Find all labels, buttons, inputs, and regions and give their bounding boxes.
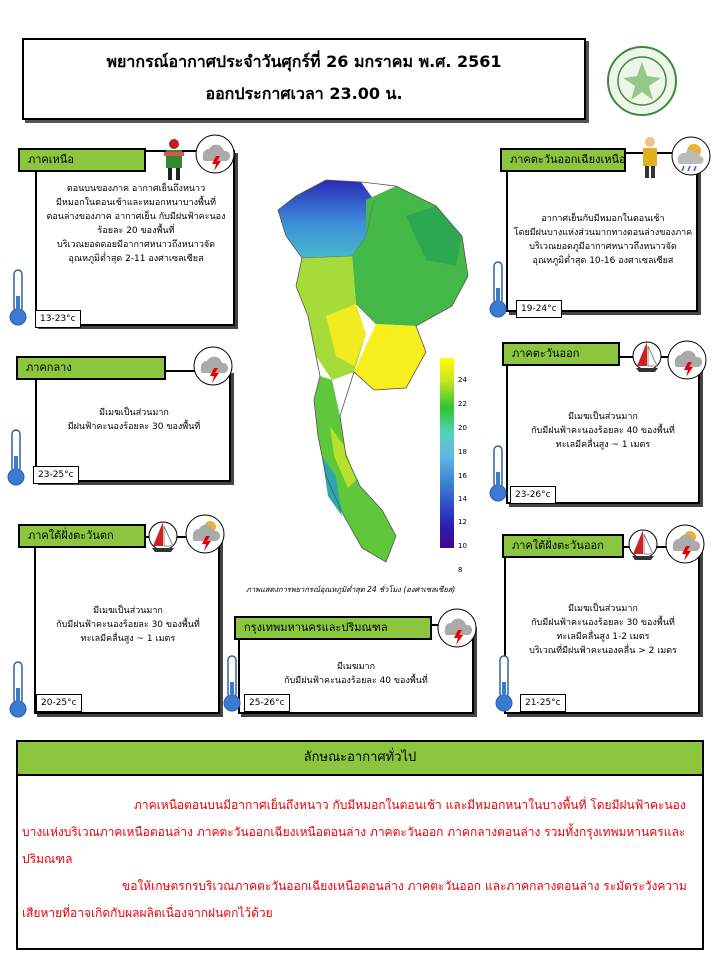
legend-label: 20 [458,424,467,432]
north-forecast-text [38,182,234,266]
northeast-header: ภาคตะวันออกเฉียงเหนือ [500,148,626,172]
east-line: ทะเลมีคลื่นสูง ~ 1 เมตร [555,440,651,450]
thermometer-icon [8,268,28,326]
north-line: ร้อยละ 20 ของพื้นที่ [97,226,175,236]
bangkok-header: กรุงเทพมหานครและปริมณฑล [234,616,432,640]
sailboat-icon [632,336,662,380]
general-paragraph-1: ภาคเหนือตอนบนมีอากาศเย็นถึงหนาว กับมีหมอกในตอนเช้า และมีหมอกหนาในบางพื้นที่ โดยมีฝนฟ้าคะนองบางแห่งบริเวณภาคเหนือตอนล่าง ภาคตะวันออกเฉียงเหนือตอนล่าง ภาคตะวันออก ภาคกลางตอนล่าง รวมทั้งกรุงเทพมหานครและปริมณฑล [22,798,686,866]
thunderstorm-icon [664,340,710,380]
bangkok-forecast-text [240,660,472,688]
south-east-header: ภาคใต้ฝั่งตะวันออก [502,534,624,558]
map-caption: ภาพแสดงการพยากรณ์อุณหภูมิต่ำสุด 24 ชั่วโมง (องศาเซลเซียส) [246,585,456,594]
legend-label: 14 [458,495,467,503]
legend-label: 10 [458,542,467,550]
thermometer-icon [488,444,508,502]
title-box [22,38,586,120]
south-east-temp: 21-25°c [520,694,566,712]
south-east-line: บริเวณที่มีฝนฟ้าคะนองคลื่น > 2 เมตร [529,646,677,656]
thermometer-icon [488,260,508,318]
legend-label: 16 [458,472,467,480]
thunderstorm-icon [434,608,480,648]
general-body [16,776,704,950]
northeast-forecast-text [508,212,698,268]
thermometer-icon [222,654,242,712]
northeast-line: อากาศเย็นกับมีหมอกในตอนเช้า [541,214,665,224]
south-west-temp: 20-25°c [36,694,82,712]
general-paragraph-2: ขอให้เกษตรกรบริเวณภาคตะวันออกเฉียงเหนือตอนล่าง ภาคตะวันออก และภาคกลางตอนล่าง ระมัดระวังความเสียหายที่อาจเกิดกับผลผลิตเนื่องจากฝนตกไว้ด้วย [22,879,687,920]
south-west-line: กับมีฝนฟ้าคะนองร้อยละ 30 ของพื้นที่ [56,620,200,630]
northeast-line: อุณหภูมิต่ำสุด 10-16 องศาเซลเซียส [532,256,674,266]
north-line: ตอนบนของภาค อากาศเย็นถึงหนาว [66,184,206,194]
person-cold-icon [638,134,662,180]
east-temp: 23-26°c [510,486,556,504]
sailboat-icon [628,524,658,568]
tmd-logo [607,46,677,116]
central-header: ภาคกลาง [16,356,166,380]
bangkok-line: มีเมฆมาก [336,662,376,672]
south-west-header: ภาคใต้ฝั่งตะวันตก [18,524,146,548]
northeast-line: โดยมีฝนบางแห่งส่วนมากทางตอนล่างของภาค [513,228,693,238]
legend-label: 18 [458,448,467,456]
sun-cloud-rain-icon [668,136,714,176]
thermometer-icon [8,660,28,718]
east-forecast-text [508,410,698,452]
person-cold-icon [160,136,188,182]
logo-emblem-icon [609,48,675,114]
legend-label: 12 [458,518,467,526]
sun-thunderstorm-icon [182,514,228,554]
north-header: ภาคเหนือ [18,148,146,172]
central-line: มีฝนฟ้าคะนองร้อยละ 30 ของพื้นที่ [67,422,201,432]
north-line: บริเวณยอดดอยมีอากาศหนาวถึงหนาวจัด [56,240,216,250]
sun-thunderstorm-icon [662,524,708,564]
central-line: มีเมฆเป็นส่วนมาก [99,408,169,418]
general-heading: ลักษณะอากาศทั่วไป [16,740,704,776]
north-temp: 13-23°c [35,310,81,328]
east-line: มีเมฆเป็นส่วนมาก [568,412,638,422]
issue-time: ออกประกาศเวลา 23.00 น. [205,84,403,103]
south-east-line: ทะเลมีคลื่นสูง 1-2 เมตร [556,632,650,642]
bangkok-line: กับมีฝนฟ้าคะนองร้อยละ 40 ของพื้นที่ [284,676,428,686]
south-east-line: มีเมฆเป็นส่วนมาก [568,604,638,614]
legend-label: 8 [458,566,463,574]
northeast-line: บริเวณยอดภูมีอากาศหนาวถึงหนาวจัด [529,242,677,252]
north-line: มีหมอกในตอนเช้าและหมอกหนาบางพื้นที่ [55,198,217,208]
east-header: ภาคตะวันออก [502,342,620,366]
bangkok-temp: 25-26°c [244,694,290,712]
east-line: กับมีฝนฟ้าคะนองร้อยละ 40 ของพื้นที่ [531,426,675,436]
legend-label: 24 [458,376,467,384]
legend-label: 22 [458,400,467,408]
north-line: ตอนล่างของภาค อากาศเย็น กับมีฝนฟ้าคะนอง [46,212,226,222]
central-forecast-text [38,406,230,434]
thermometer-icon [6,428,26,486]
north-line: อุณหภูมิต่ำสุด 2-11 องศาเซลเซียส [68,254,204,264]
south-west-line: มีเมฆเป็นส่วนมาก [93,606,163,616]
temperature-legend-bar [440,358,454,548]
thunderstorm-icon [190,346,236,386]
northeast-temp: 19-24°c [516,300,562,318]
south-east-forecast-text [506,602,700,658]
thermometer-icon [494,654,514,712]
forecast-title: พยากรณ์อากาศประจำวันศุกร์ที่ 26 มกราคม พ.ศ. 2561 [106,52,502,71]
south-west-forecast-text [36,604,220,646]
south-east-line: กับมีฝนฟ้าคะนองร้อยละ 30 ของพื้นที่ [531,618,675,628]
central-temp: 23-25°c [33,466,79,484]
sailboat-icon [148,516,178,560]
south-west-line: ทะเลมีคลื่นสูง ~ 1 เมตร [80,634,176,644]
thunderstorm-icon [192,134,238,174]
